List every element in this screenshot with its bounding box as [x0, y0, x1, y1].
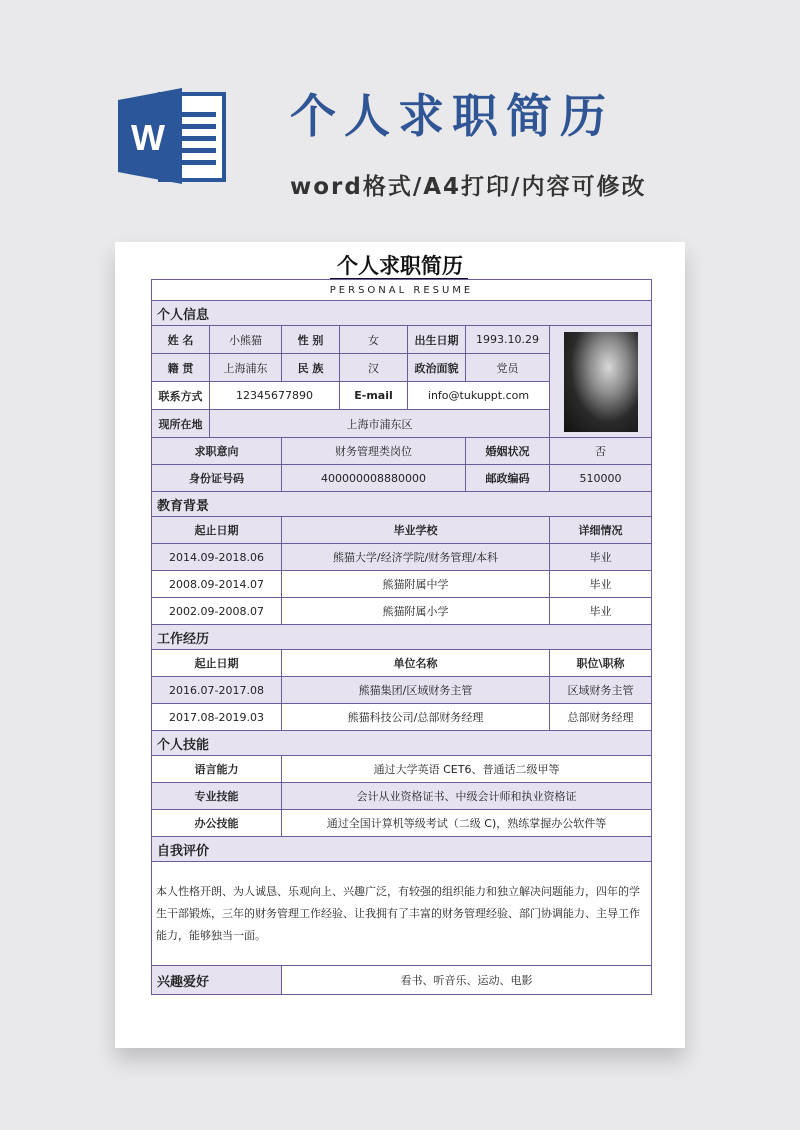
email-value: info@tukuppt.com: [408, 382, 550, 410]
resume-title: 个人求职简历: [337, 254, 463, 278]
table-row: [152, 783, 652, 810]
gender-value: 女: [340, 326, 408, 354]
edu-school: 熊猫附属中学: [282, 571, 550, 598]
postal-value: 510000: [550, 465, 652, 492]
political-label: 政治面貌: [408, 354, 466, 382]
section-education: 教育背景: [152, 492, 652, 517]
section-skills: 个人技能: [152, 731, 652, 756]
banner-title: 个人求职简历: [290, 89, 614, 143]
section-work: 工作经历: [152, 625, 652, 650]
edu-date: 2008.09-2014.07: [152, 571, 282, 598]
ethnic-label: 民 族: [282, 354, 340, 382]
table-row: [152, 571, 652, 598]
intent-value: 财务管理类岗位: [282, 438, 466, 465]
self-evaluation-text: 本人性格开朗、为人诚恳、乐观向上、兴趣广泛，有较强的组织能力和独立解决问题能力，四年的学生干部锻炼，三年的财务管理工作经验、让我拥有了丰富的财务管理经验、部门协调能力、主导工作能力，能够独当一面。: [152, 862, 652, 966]
origin-value: 上海浦东: [210, 354, 282, 382]
edu-school: 熊猫附属小学: [282, 598, 550, 625]
marital-label: 婚姻状况: [466, 438, 550, 465]
contact-value: 12345677890: [210, 382, 340, 410]
skill-label: 语言能力: [152, 756, 282, 783]
postal-label: 邮政编码: [466, 465, 550, 492]
edu-header-date: 起止日期: [152, 517, 282, 544]
hobby-text: 看书、听音乐、运动、电影: [282, 966, 652, 995]
section-self: 自我评价: [152, 837, 652, 862]
ethnic-value: 汉: [340, 354, 408, 382]
edu-date: 2014.09-2018.06: [152, 544, 282, 571]
marital-value: 否: [550, 438, 652, 465]
work-position: 总部财务经理: [550, 704, 652, 731]
table-row: [152, 704, 652, 731]
work-header-position: 职位\职称: [550, 650, 652, 677]
address-value: 上海市浦东区: [210, 410, 550, 438]
work-position: 区域财务主管: [550, 677, 652, 704]
email-label: E-mail: [340, 382, 408, 410]
photo-cell: [550, 326, 652, 438]
edu-date: 2002.09-2008.07: [152, 598, 282, 625]
banner-subtitle: word格式/A4打印/内容可修改: [290, 174, 647, 200]
skill-value: 通过大学英语 CET6、普通话二级甲等: [282, 756, 652, 783]
work-header-date: 起止日期: [152, 650, 282, 677]
work-date: 2017.08-2019.03: [152, 704, 282, 731]
work-header-company: 单位名称: [282, 650, 550, 677]
svg-text:W: W: [131, 117, 165, 158]
gender-label: 性 别: [282, 326, 340, 354]
edu-detail: 毕业: [550, 598, 652, 625]
edu-detail: 毕业: [550, 571, 652, 598]
skill-value: 通过全国计算机等级考试（二级 C)，熟练掌握办公软件等: [282, 810, 652, 837]
work-company: 熊猫集团/区域财务主管: [282, 677, 550, 704]
table-row: [152, 677, 652, 704]
name-value: 小熊猫: [210, 326, 282, 354]
work-company: 熊猫科技公司/总部财务经理: [282, 704, 550, 731]
edu-school: 熊猫大学/经济学院/财务管理/本科: [282, 544, 550, 571]
edu-detail: 毕业: [550, 544, 652, 571]
intent-label: 求职意向: [152, 438, 282, 465]
birth-label: 出生日期: [408, 326, 466, 354]
edu-header-school: 毕业学校: [282, 517, 550, 544]
word-icon: [118, 86, 228, 186]
contact-label: 联系方式: [152, 382, 210, 410]
table-row: [152, 756, 652, 783]
skill-label: 办公技能: [152, 810, 282, 837]
origin-label: 籍 贯: [152, 354, 210, 382]
id-label: 身份证号码: [152, 465, 282, 492]
skill-value: 会计从业资格证书、中级会计师和执业资格证: [282, 783, 652, 810]
resume-page: [115, 242, 685, 1048]
section-hobby: 兴趣爱好: [152, 966, 282, 995]
resume-subtitle: PERSONAL RESUME: [152, 280, 652, 301]
profile-photo: [564, 332, 638, 432]
id-value: 400000008880000: [282, 465, 466, 492]
table-row: [152, 598, 652, 625]
name-label: 姓 名: [152, 326, 210, 354]
edu-header-detail: 详细情况: [550, 517, 652, 544]
section-personal: 个人信息: [152, 301, 652, 326]
skill-label: 专业技能: [152, 783, 282, 810]
work-date: 2016.07-2017.08: [152, 677, 282, 704]
address-label: 现所在地: [152, 410, 210, 438]
resume-table: [151, 279, 652, 995]
table-row: [152, 810, 652, 837]
table-row: [152, 544, 652, 571]
birth-value: 1993.10.29: [466, 326, 550, 354]
political-value: 党员: [466, 354, 550, 382]
